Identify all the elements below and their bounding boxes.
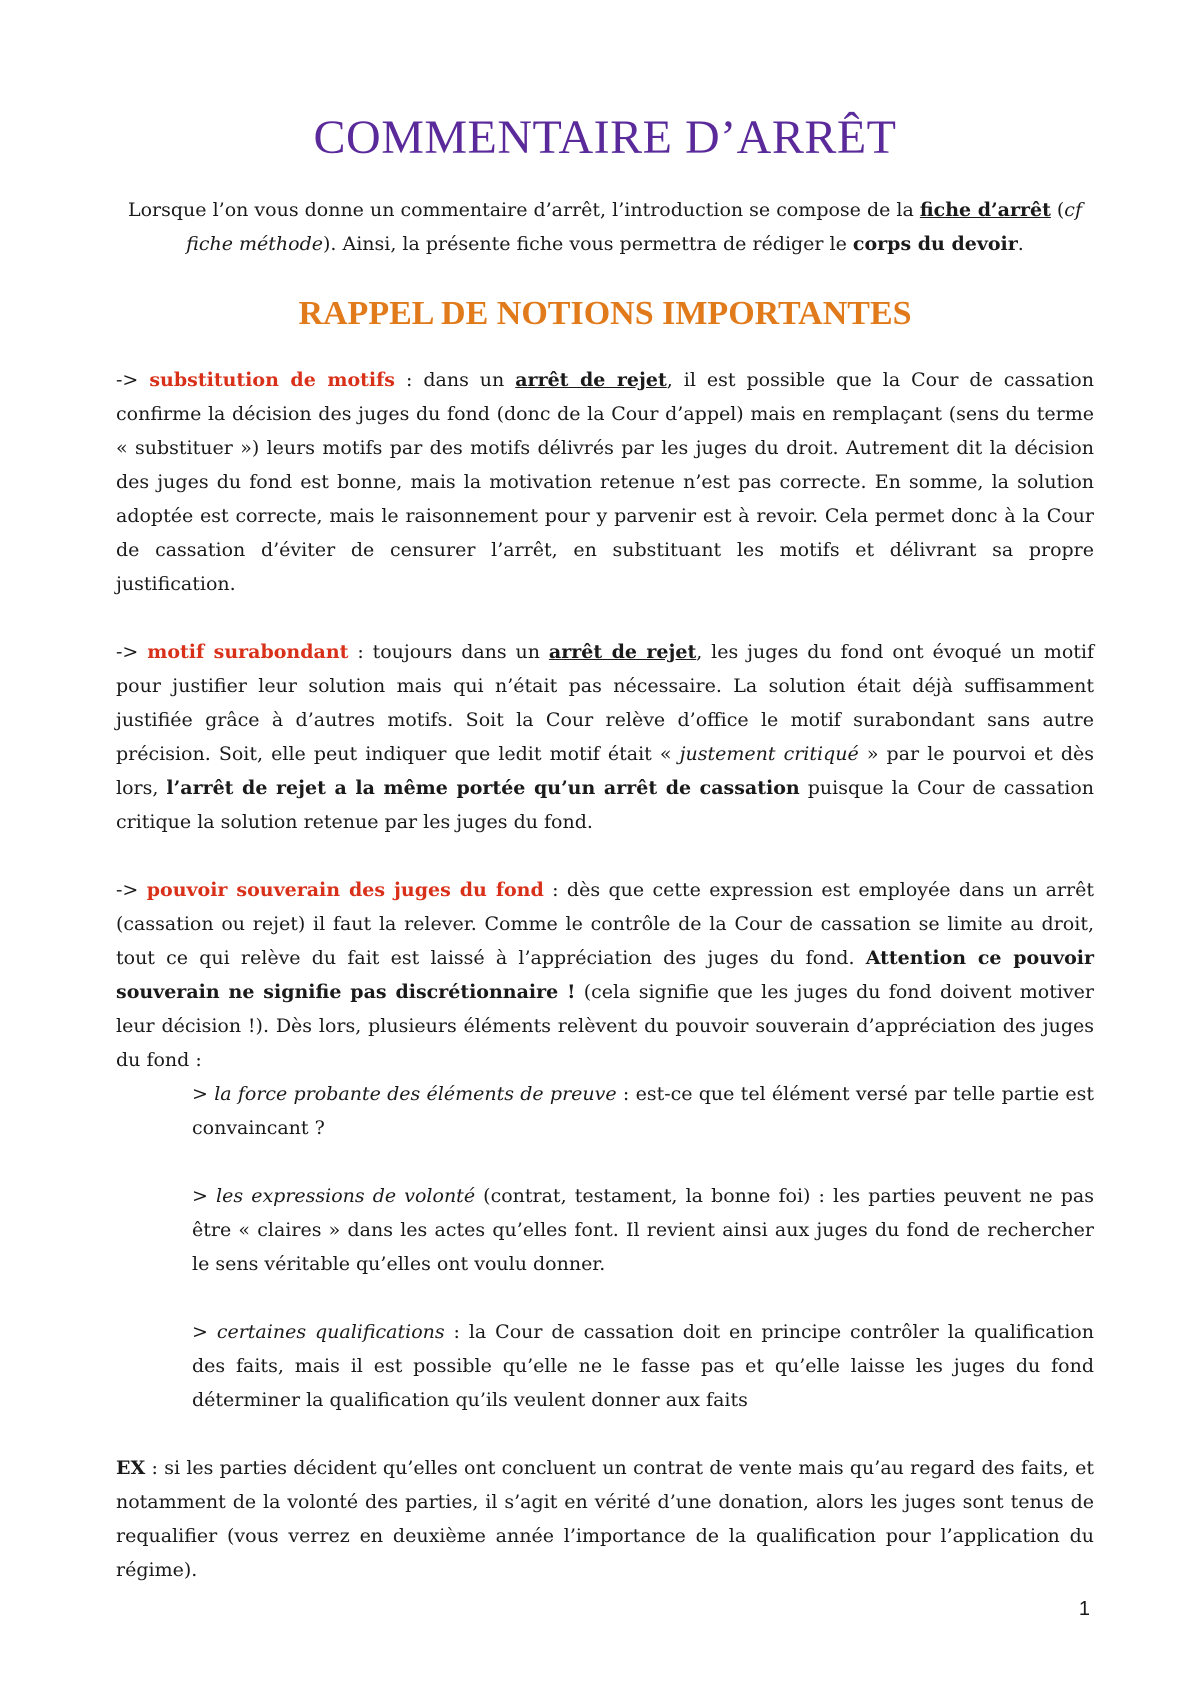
- paragraph-substitution: [116, 363, 1094, 601]
- list-item: [116, 1179, 1094, 1281]
- intro-text-2: (: [1050, 199, 1065, 221]
- intro-fiche-arret: fiche d’arrêt: [919, 199, 1051, 221]
- page-content: [116, 110, 1094, 1587]
- item-1-term: la force probante des éléments de preuve: [214, 1083, 617, 1105]
- paragraph-pouvoir-souverain: [116, 873, 1094, 1077]
- ex-label: EX: [116, 1457, 146, 1479]
- paragraph-example: [116, 1451, 1094, 1587]
- item-2-term: les expressions de volonté: [216, 1185, 476, 1207]
- p3-attention: Attention ce pouvoir souverain ne signifie pas discrétionnaire !: [116, 947, 1094, 1003]
- page-number: 1: [1078, 1598, 1090, 1620]
- term-substitution: substitution de motifs: [149, 369, 395, 391]
- intro-cf: cf fiche méthode: [186, 199, 1082, 255]
- list-item: [116, 1315, 1094, 1417]
- p2-text-4: puisque la Cour de cassation critique la solution retenue par les juges du fond.: [116, 777, 1094, 833]
- p2-text-3: » par le pourvoi et dès lors,: [116, 743, 1094, 799]
- p1-text-1: : dans un: [395, 369, 516, 391]
- ex-text: : si les parties décident qu’elles ont concluent un contrat de vente mais qu’au regard des faits, et notamment de la volonté des parties, il s’agit en vérité d’une donation, alors les juges sont tenus de requalifier (vous verrez en deuxième année l’importance de la qualification pour l’application du régime).: [116, 1457, 1094, 1581]
- p1-arret-rejet: arrêt de rejet: [515, 369, 667, 391]
- term-surabondant: motif surabondant: [147, 641, 349, 663]
- intro-text-1: Lorsque l’on vous donne un commentaire d’arrêt, l’introduction se compose de la: [128, 199, 920, 221]
- intro-text-3: ). Ainsi, la présente fiche vous permettra de rédiger le: [322, 233, 853, 255]
- item-2-text: (contrat, testament, la bonne foi) : les parties peuvent ne pas être « claires » dans les actes qu’elles font. Il revient ainsi aux juges du fond de rechercher le sens véritable qu’elles ont voulu donner.: [192, 1185, 1094, 1275]
- item-2-marker: >: [192, 1185, 217, 1207]
- item-1-text: : est-ce que tel élément versé par telle partie est convaincant ?: [192, 1083, 1094, 1139]
- p3-text-1: : dès que cette expression est employée dans un arrêt (cassation ou rejet) il faut la relever. Comme le contrôle de la Cour de cassation se limite au droit, tout ce qui relève du fait est laissé à l’appréciation des juges du fond.: [116, 879, 1094, 969]
- p3-text-2: (cela signifie que les juges du fond doivent motiver leur décision !). Dès lors, plusieurs éléments relèvent du pouvoir souverain d’appréciation des juges du fond :: [116, 981, 1094, 1071]
- p2-text-1: : toujours dans un: [348, 641, 549, 663]
- intro-corps: corps du devoir: [852, 233, 1018, 255]
- list-item: [116, 1077, 1094, 1145]
- p1-text-2: , il est possible que la Cour de cassation confirme la décision des juges du fond (donc de la Cour d’appel) mais en remplaçant (sens du terme « substituer ») leurs motifs par des motifs délivrés par les juges du droit. Autrement dit la décision des juges du fond est bonne, mais la motivation retenue n’est pas correcte. En somme, la solution adoptée est correcte, mais le raisonnement pour y parvenir est à revoir. Cela permet donc à la Cour de cassation d’éviter de censurer l’arrêt, en substituant les motifs et délivrant sa propre justification.: [116, 369, 1094, 595]
- item-3-text: : la Cour de cassation doit en principe contrôler la qualification des faits, mais il est possible qu’elle ne le fasse pas et qu’elle laisse les juges du fond déterminer la qualification qu’ils veulent donner aux faits: [192, 1321, 1094, 1411]
- p2-arret-rejet: arrêt de rejet: [548, 641, 697, 663]
- p2-text-2: , les juges du fond ont évoqué un motif pour justifier leur solution mais qui n’était pas nécessaire. La solution était déjà suffisamment justifiée grâce à d’autres motifs. Soit la Cour relève d’office le motif surabondant sans autre précision. Soit, elle peut indiquer que ledit motif était «: [116, 641, 1095, 765]
- item-3-term: certaines qualifications: [216, 1321, 445, 1343]
- term-pouvoir-souverain: pouvoir souverain des juges du fond: [146, 879, 544, 901]
- paragraph-surabondant: [116, 635, 1094, 839]
- arrow-1: ->: [116, 369, 150, 391]
- arrow-2: ->: [116, 641, 148, 663]
- document-title: COMMENTAIRE D’ARRÊT: [313, 111, 897, 164]
- intro-paragraph: [116, 193, 1094, 261]
- item-1-marker: >: [192, 1083, 215, 1105]
- intro-text-4: .: [1017, 233, 1024, 255]
- section-title: RAPPEL DE NOTIONS IMPORTANTES: [298, 295, 912, 332]
- p2-portee: l’arrêt de rejet a la même portée qu’un arrêt de cassation: [166, 777, 800, 799]
- item-3-marker: >: [192, 1321, 217, 1343]
- arrow-3: ->: [116, 879, 147, 901]
- p2-critique: justement critiqué: [679, 743, 859, 765]
